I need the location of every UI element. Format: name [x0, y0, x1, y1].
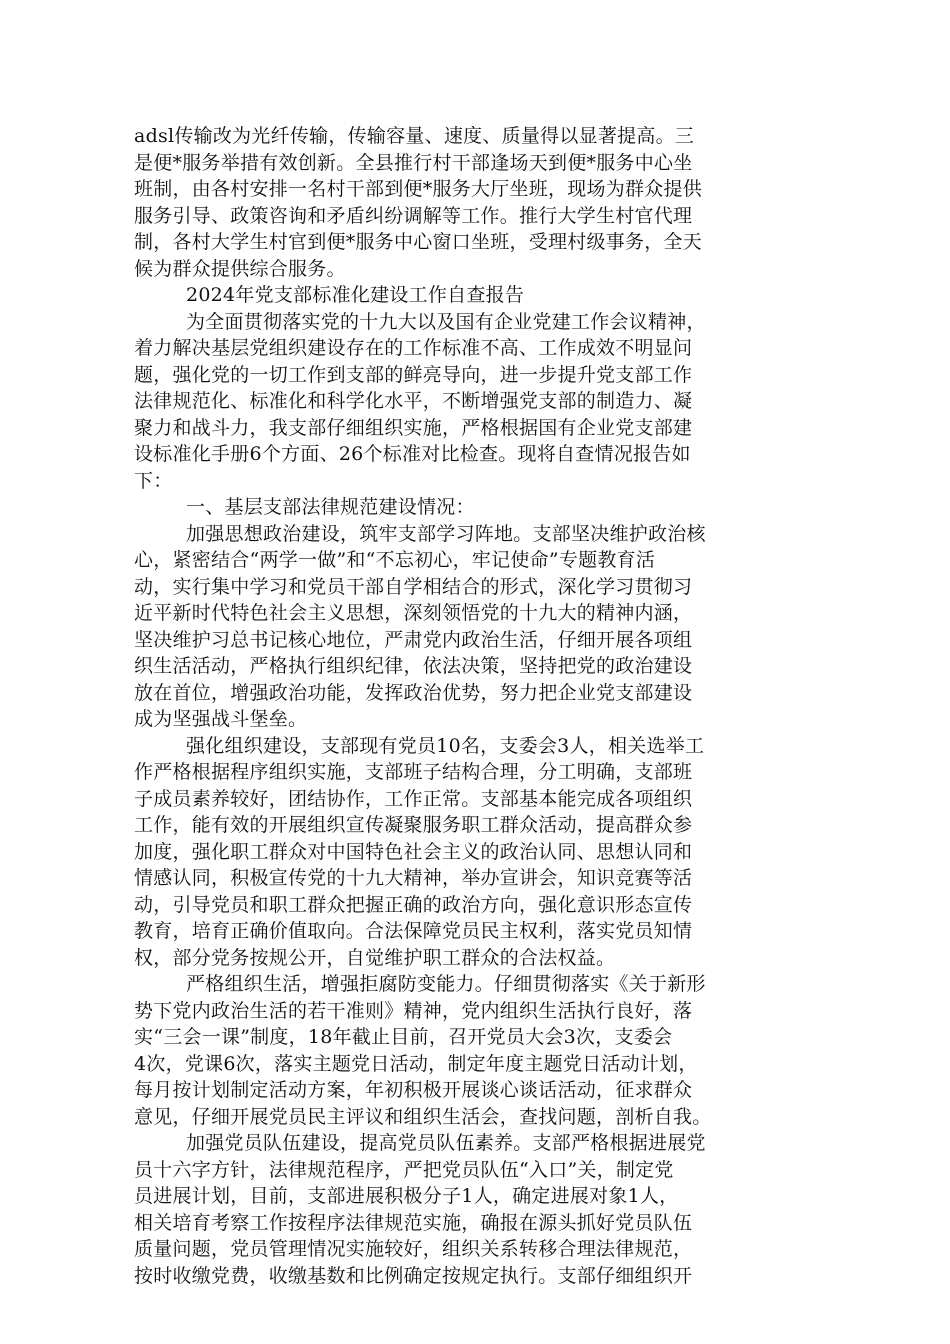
text-line: 聚力和战斗力，我支部仔细组织实施，严格根据国有企业党支部建 — [134, 416, 693, 439]
text-line: 近平新时代特色社会主义思想，深刻领悟党的十九大的精神内涵， — [134, 602, 693, 624]
text-line: 员十六字方针，法律规范程序，严把党员队伍“入口”关，制定党 — [134, 1158, 674, 1181]
text-line: 子成员素养较好，团结协作，工作正常。支部基本能完成各项组织 — [134, 787, 693, 810]
text-line: 教育，培育正确价值取向。合法保障党员民主权利，落实党员知情 — [134, 920, 693, 942]
text-line: 服务引导、政策咨询和矛盾纠纷调解等工作。推行大学生村官代理 — [134, 204, 693, 227]
text-line: 权，部分党务按规公开，自觉维护职工群众的合法权益。 — [134, 946, 616, 969]
text-line: 2024年党支部标准化建设工作自查报告 — [186, 284, 525, 306]
text-line: adsl传输改为光纤传输，传输容量、速度、质量得以显著提高。三 — [134, 125, 695, 147]
text-line: 员进展计划，目前，支部进展积极分子1人，确定进展对象1人， — [134, 1185, 679, 1207]
text-line: 加强思想政治建设，筑牢支部学习阵地。支部坚决维护政治核 — [186, 522, 706, 545]
text-line: 候为群众提供综合服务。 — [134, 257, 346, 280]
text-line: 加强党员队伍建设，提高党员队伍素养。支部严格根据进展党 — [186, 1132, 706, 1154]
text-line: 下： — [134, 469, 173, 492]
text-line: 每月按计划制定活动方案，年初积极开展谈心谈话活动，征求群众 — [134, 1079, 693, 1101]
text-line: 心，紧密结合“两学一做”和“不忘初心，牢记使命”专题教育活 — [134, 549, 656, 571]
text-line: 成为坚强战斗堡垒。 — [134, 708, 308, 730]
text-line: 质量问题，党员管理情况实施较好，组织关系转移合理法律规范， — [134, 1238, 693, 1260]
text-line: 工作，能有效的开展组织宣传凝聚服务职工群众活动，提高群众参 — [134, 814, 693, 836]
text-line: 4次，党课6次，落实主题党日活动，制定年度主题党日活动计划， — [134, 1052, 698, 1075]
text-line: 动，引导党员和职工群众把握正确的政治方向，强化意识形态宣传 — [134, 893, 693, 916]
text-line: 相关培育考察工作按程序法律规范实施，确报在源头抓好党员队伍 — [134, 1211, 693, 1234]
text-line: 强化组织建设，支部现有党员10名，支委会3人，相关选举工 — [186, 734, 705, 757]
text-line: 加度，强化职工群众对中国特色社会主义的政治认同、思想认同和 — [134, 840, 693, 863]
text-line: 是便*服务举措有效创新。全县推行村干部逢场天到便*服务中心坐 — [134, 151, 693, 174]
text-line: 一、基层支部法律规范建设情况： — [186, 496, 475, 518]
text-line: 按时收缴党费，收缴基数和比例确定按规定执行。支部仔细组织开 — [134, 1264, 693, 1287]
text-line: 作严格根据程序组织实施，支部班子结构合理，分工明确，支部班 — [134, 761, 693, 783]
text-line: 坚决维护习总书记核心地位，严肃党内政治生活，仔细开展各项组 — [134, 628, 693, 651]
text-line: 严格组织生活，增强拒腐防变能力。仔细贯彻落实《关于新形 — [186, 973, 706, 995]
text-line: 班制，由各村安排一名村干部到便*服务大厅坐班，现场为群众提供 — [134, 178, 703, 200]
text-line: 情感认同，积极宣传党的十九大精神，举办宣讲会，知识竞赛等活 — [134, 867, 693, 889]
text-line: 着力解决基层党组织建设存在的工作标准不高、工作成效不明显问 — [134, 337, 693, 359]
text-line: 法律规范化、标准化和科学化水平，不断增强党支部的制造力、凝 — [134, 390, 693, 412]
text-line: 制，各村大学生村官到便*服务中心窗口坐班，受理村级事务，全天 — [134, 231, 703, 253]
text-line: 放在首位，增强政治功能，发挥政治优势，努力把企业党支部建设 — [134, 681, 693, 704]
text-line: 题，强化党的一切工作到支部的鲜亮导向，进一步提升党支部工作 — [134, 363, 693, 386]
text-line: 动，实行集中学习和党员干部自学相结合的形式，深化学习贯彻习 — [134, 575, 693, 598]
text-line: 设标准化手册6个方面、26个标准对比检查。现将自查情况报告如 — [134, 443, 691, 465]
text-line: 势下党内政治生活的若干准则》精神，党内组织生活执行良好，落 — [134, 999, 693, 1022]
text-line: 实“三会一课”制度，18年截止目前，召开党员大会3次，支委会 — [134, 1026, 673, 1048]
text-line: 意见，仔细开展党员民主评议和组织生活会，查找问题，剖析自我。 — [134, 1105, 712, 1128]
text-line: 为全面贯彻落实党的十九大以及国有企业党建工作会议精神， — [186, 310, 706, 333]
text-line: 织生活活动，严格执行组织纪律，依法决策，坚持把党的政治建设 — [134, 655, 693, 677]
document-body — [134, 123, 814, 1289]
